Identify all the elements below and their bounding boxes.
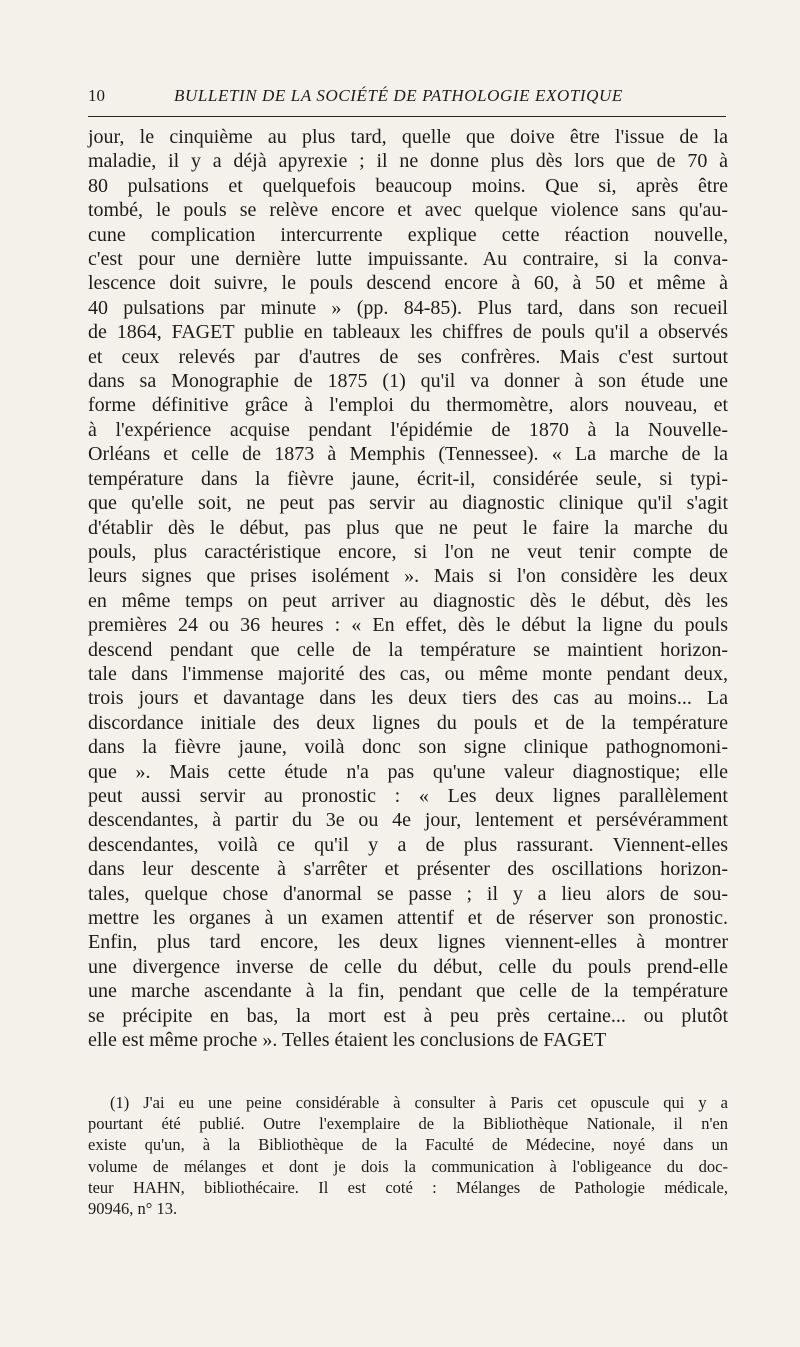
footnote-line: 90946, n° 13. [88,1199,178,1219]
body-line: d'établir dès le début, pas plus que ne peut le faire la marche du [88,516,728,539]
body-line: et ceux relevés par d'autres de ses confrères. Mais c'est surtout [88,345,728,368]
body-line: discordance initiale des deux lignes du pouls et de la température [88,711,728,734]
body-line: peut aussi servir au pronostic : « Les deux lignes parallèlement [88,784,728,807]
body-line: Enfin, plus tard encore, les deux lignes viennent-elles à montrer [88,931,728,954]
body-line: mettre les organes à un examen attentif et de réserver son pronostic. [88,907,728,929]
footnote-line: pourtant été publié. Outre l'exemplaire de la Bibliothèque Nationale, il n'en [88,1114,728,1134]
body-line: descendantes, voilà ce qu'il y a de plus rassurant. Viennent-elles [88,833,728,856]
footnote [88,1092,728,1219]
body-line: leurs signes que prises isolément ». Mais si l'on considère les deux [88,565,728,588]
body-line: tale dans l'immense majorité des cas, ou même monte pendant deux, [88,662,728,685]
body-line: à l'expérience acquise pendant l'épidémie de 1870 à la Nouvelle- [88,418,728,441]
body-line: premières 24 ou 36 heures : « En effet, dès le début la ligne du pouls [88,614,728,637]
body-line: cune complication intercurrente explique cette réaction nouvelle, [88,223,728,246]
body-line: que ». Mais cette étude n'a pas qu'une valeur diagnostique; elle [88,760,728,783]
page-header [88,86,728,116]
body-line: descend pendant que celle de la température se maintient horizon- [88,638,728,661]
footnote-line: teur HAHN, bibliothécaire. Il est coté : Mélanges de Pathologie médicale, [88,1177,728,1197]
body-line: jour, le cinquième au plus tard, quelle que doive être l'issue de la [88,126,728,148]
running-title: BULLETIN DE LA SOCIÉTÉ DE PATHOLOGIE EXOTIQUE [174,86,623,105]
body-line: lescence doit suivre, le pouls descend encore à 60, à 50 et même à [88,272,728,295]
body-line: une marche ascendante à la fin, pendant que celle de la température [88,980,728,1003]
body-line: Orléans et celle de 1873 à Memphis (Tennessee). « La marche de la [88,443,728,466]
body-line: forme définitive grâce à l'emploi du thermomètre, alors nouveau, et [88,394,728,417]
page-number: 10 [88,86,105,105]
body-line: maladie, il y a déjà apyrexie ; il ne donne plus dès lors que de 70 à [88,150,728,173]
body-line: descendantes, à partir du 3e ou 4e jour, lentement et persévéramment [88,809,728,832]
body-line: pouls, plus caractéristique encore, si l'on ne veut tenir compte de [88,540,728,563]
body-line: se précipite en bas, la mort est à peu près certaine... ou plutôt [88,1004,728,1027]
body-line: 80 pulsations et quelquefois beaucoup moins. Que si, après être [88,174,728,197]
body-line: dans sa Monographie de 1875 (1) qu'il va donner à son étude une [88,370,728,393]
footnote-line: (1) J'ai eu une peine considérable à consulter à Paris cet opuscule qui y a [110,1093,728,1112]
body-line: en même temps on peut arriver au diagnostic dès le début, dès les [88,589,728,612]
body-line: tombé, le pouls se relève encore et avec quelque violence sans qu'au- [88,199,728,222]
body-line: de 1864, FAGET publie en tableaux les chiffres de pouls qu'il a observés [88,321,728,344]
body-line: tales, quelque chose d'anormal se passe ; il y a lieu alors de sou- [88,882,728,905]
footnote-line: volume de mélanges et dont je dois la communication à l'obligeance du doc- [88,1156,728,1176]
header-rule [88,116,726,117]
body-line: 40 pulsations par minute » (pp. 84-85). Plus tard, dans son recueil [88,296,728,319]
body-line: dans leur descente à s'arrêter et présenter des oscillations horizon- [88,858,728,881]
body-line: que qu'elle soit, ne peut pas servir au diagnostic clinique qu'il s'agit [88,492,728,515]
body-text [88,125,728,1052]
body-line: trois jours et davantage dans les deux tiers des cas au moins... La [88,687,728,710]
body-line: une divergence inverse de celle du début, celle du pouls prend-elle [88,955,728,978]
body-line: elle est même proche ». Telles étaient les conclusions de FAGET [88,1029,607,1052]
body-line: c'est pour une dernière lutte impuissante. Au contraire, si la conva- [88,248,728,271]
footnote-line: existe qu'un, à la Bibliothèque de la Faculté de Médecine, noyé dans un [88,1135,728,1155]
body-line: température dans la fièvre jaune, écrit-il, considérée seule, si typi- [88,467,728,490]
body-line: dans la fièvre jaune, voilà donc son signe clinique pathognomoni- [88,736,728,759]
